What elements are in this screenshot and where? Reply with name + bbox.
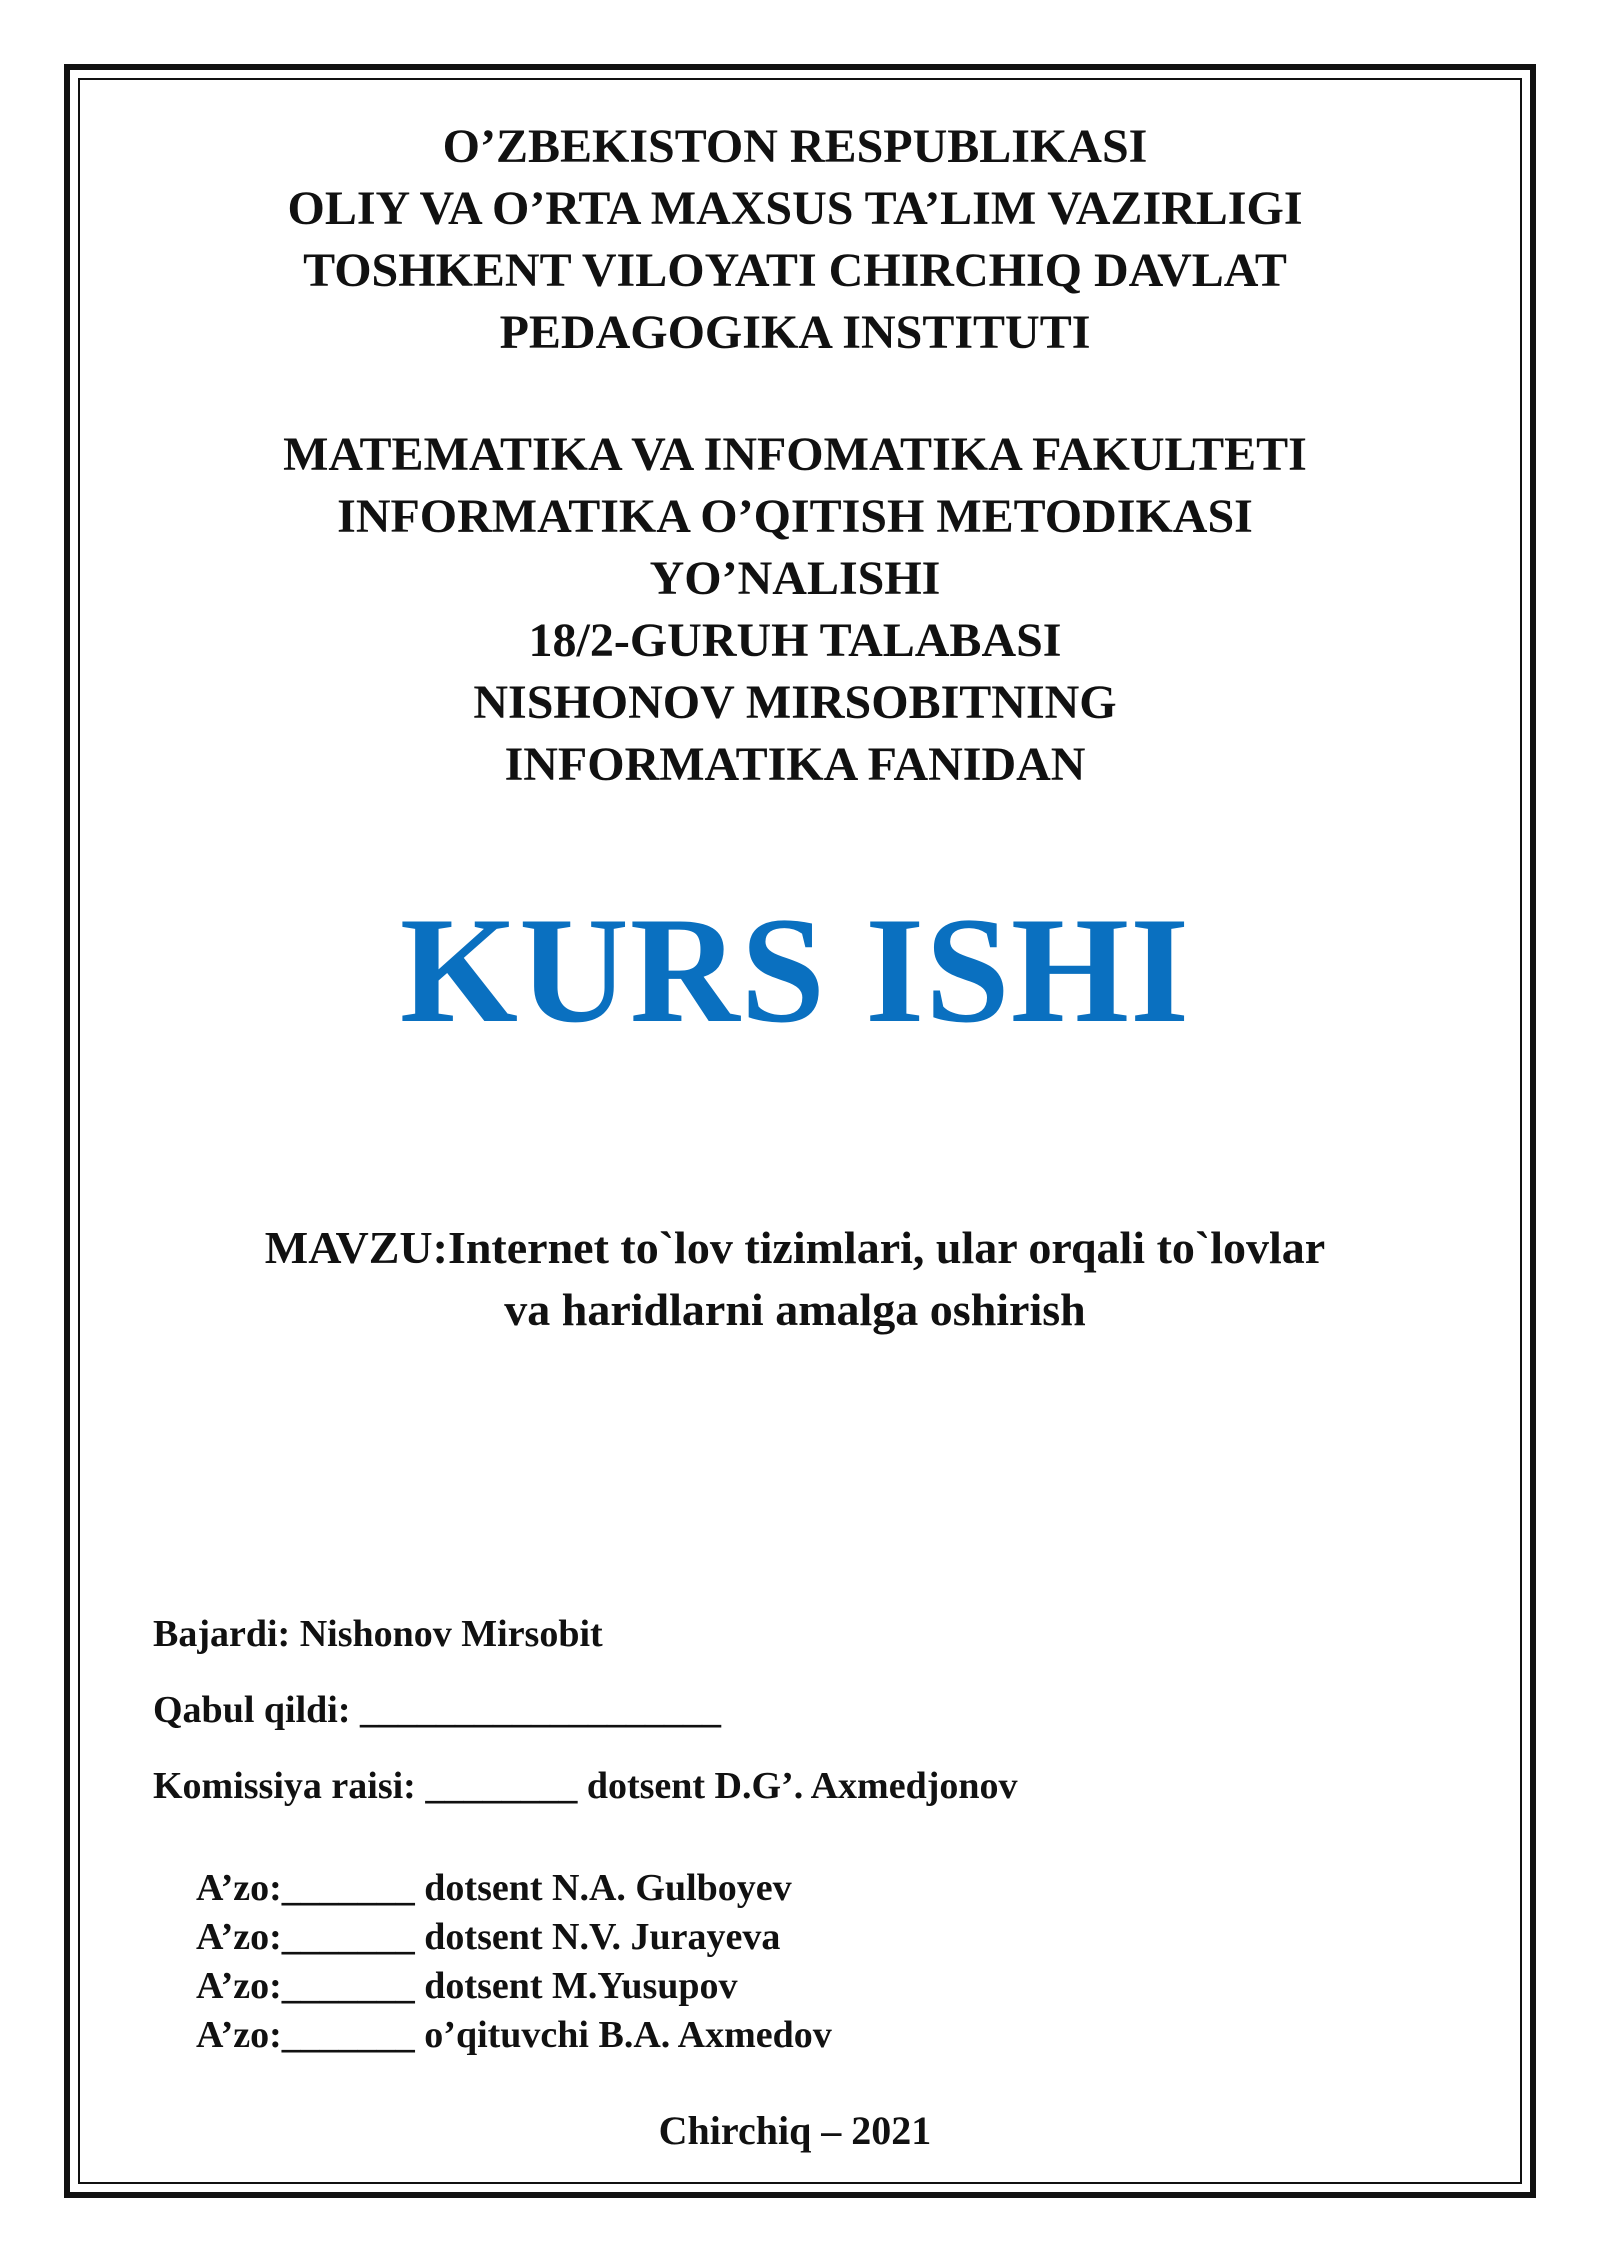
commission-member: A’zo:_______ o’qituvchi B.A. Axmedov — [196, 2014, 832, 2056]
faculty-line: INFORMATIKA FANIDAN — [504, 738, 1086, 791]
topic-line: MAVZU:Internet to`lov tizimlari, ular orqali to`lovlar — [264, 1222, 1326, 1273]
commission-member: A’zo:_______ dotsent N.V. Jurayeva — [196, 1916, 781, 1958]
topic-line: va haridlarni amalga oshirish — [504, 1284, 1086, 1335]
institution-line: TOSHKENT VILOYATI CHIRCHIQ DAVLAT — [303, 244, 1287, 297]
commission-chair-line: Komissiya raisi: ________ dotsent D.G’. Axmedjonov — [153, 1765, 1018, 1807]
performed-by-line: Bajardi: Nishonov Mirsobit — [153, 1613, 603, 1655]
faculty-line: 18/2-GURUH TALABASI — [528, 614, 1062, 667]
faculty-line: YO’NALISHI — [649, 552, 941, 605]
institution-header — [100, 116, 1490, 364]
commission-member: A’zo:_______ dotsent M.Yusupov — [196, 1965, 738, 2007]
document-type-title: KURS ISHI — [399, 886, 1191, 1054]
faculty-line: NISHONOV MIRSOBITNING — [473, 676, 1117, 729]
accepted-by-line: Qabul qildi: ___________________ — [153, 1689, 721, 1731]
institution-line: PEDAGOGIKA INSTITUTI — [499, 306, 1091, 359]
institution-line: OLIY VA O’RTA MAXSUS TA’LIM VAZIRLIGI — [287, 182, 1303, 235]
commission-member: A’zo:_______ dotsent N.A. Gulboyev — [196, 1867, 792, 1909]
faculty-line: MATEMATIKA VA INFOMATIKA FAKULTETI — [283, 428, 1307, 481]
place-and-year: Chirchiq – 2021 — [658, 2108, 932, 2153]
institution-line: O’ZBEKISTON RESPUBLIKASI — [442, 120, 1148, 173]
faculty-line: INFORMATIKA O’QITISH METODIKASI — [337, 490, 1253, 543]
faculty-header — [100, 424, 1490, 796]
topic-block — [100, 1217, 1490, 1341]
commission-members-list — [196, 1864, 832, 2060]
